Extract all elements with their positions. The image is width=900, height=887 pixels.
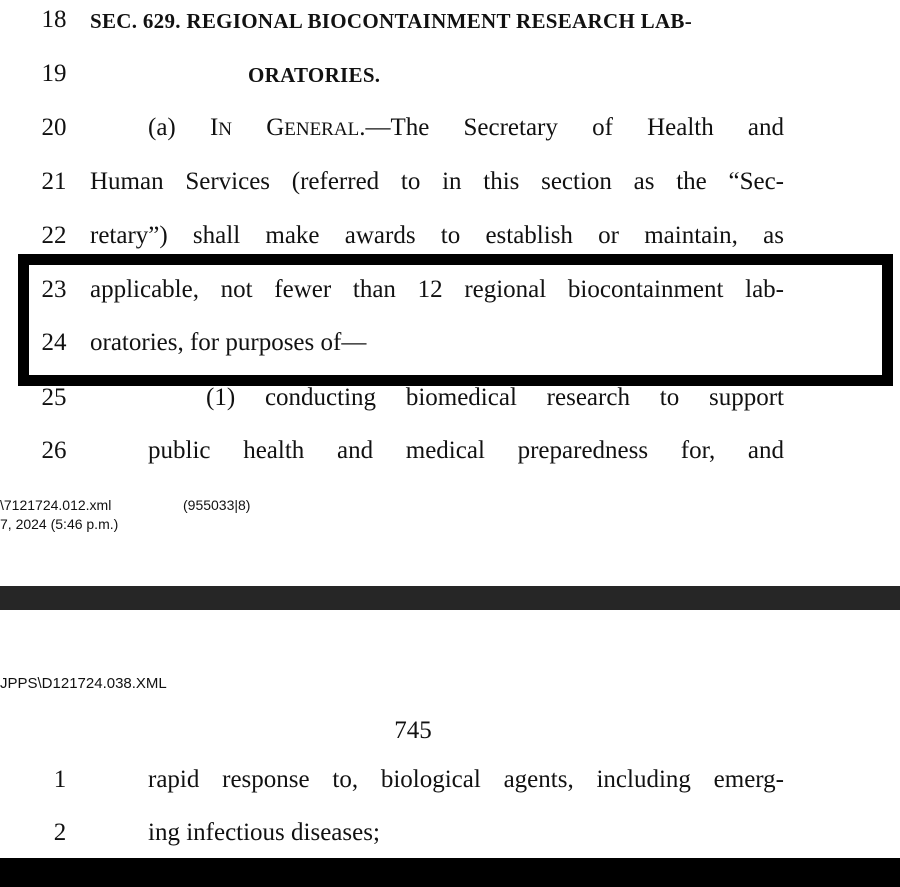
body-text-line: ing infectious diseases; <box>148 819 380 846</box>
paragraph-1-line: (1) conducting biomedical research to support <box>206 384 784 411</box>
line-number: 23 <box>41 276 67 303</box>
line-number: 22 <box>41 222 67 249</box>
paragraph-1-line: public health and medical preparedness for, and <box>148 437 784 464</box>
line-number: 21 <box>41 168 67 195</box>
line-number: 2 <box>53 819 67 846</box>
subsection-title: IN GENERAL <box>209 114 360 141</box>
line-number: 1 <box>53 766 67 793</box>
section-heading: SEC. 629. REGIONAL BIOCONTAINMENT RESEARCH LAB- <box>90 9 693 33</box>
highlighted-text-line: applicable, not fewer than 12 regional biocontainment lab- <box>90 276 784 303</box>
body-text-line: retary”) shall make awards to establish or maintain, as <box>90 222 784 249</box>
footer-date: 7, 2024 (5:46 p.m.) <box>0 516 119 532</box>
highlighted-text-line: oratories, for purposes of— <box>90 329 367 356</box>
line-number: 20 <box>41 114 67 141</box>
highlight-box <box>18 254 893 386</box>
page-number: 745 <box>394 717 432 744</box>
body-text: .—The Secretary of Health and <box>359 114 784 141</box>
body-text-line: Human Services (referred to in this section as the “Sec- <box>90 168 784 195</box>
line-number: 24 <box>41 329 67 356</box>
line-number: 18 <box>41 6 67 33</box>
line-number: 19 <box>41 60 67 87</box>
footer-doc-id: (955033|8) <box>183 497 251 513</box>
subsection-a-heading-line <box>148 113 784 145</box>
footer-file-path: \7121724.012.xml <box>0 497 112 513</box>
line-number: 25 <box>41 384 67 411</box>
body-text-line: rapid response to, biological agents, including emerg- <box>148 766 784 793</box>
line-number: 26 <box>41 437 67 464</box>
page-divider <box>0 586 900 610</box>
header-file-path: JPPS\D121724.038.XML <box>0 675 167 692</box>
section-heading-continuation: ORATORIES. <box>248 63 381 87</box>
bottom-edge-bar <box>0 858 900 887</box>
subsection-label: (a) <box>148 114 210 141</box>
